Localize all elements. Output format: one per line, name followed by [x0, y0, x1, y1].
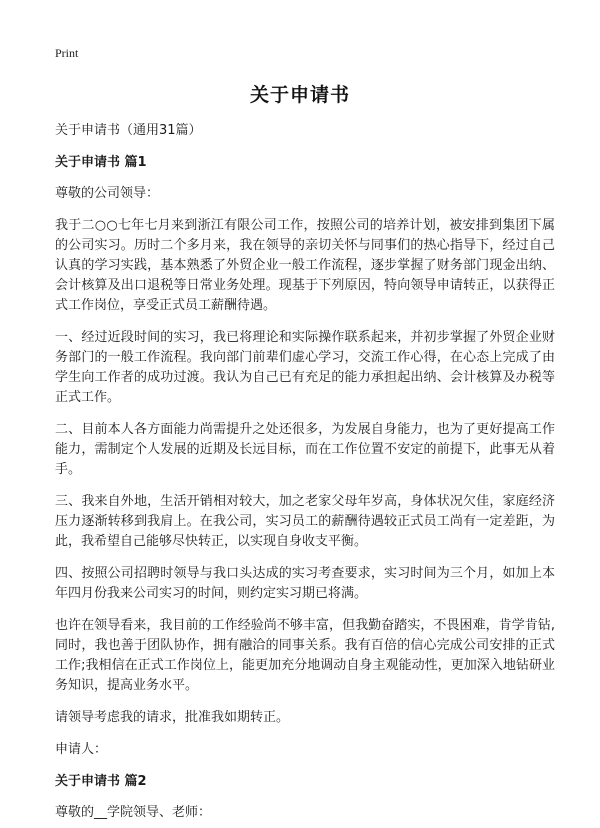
document-subtitle: 关于申请书（通用31篇） — [55, 123, 202, 138]
greeting-1: 尊敬的公司领导： — [55, 186, 160, 201]
section-heading-1: 关于申请书 篇1 — [55, 155, 147, 170]
closing-request: 请领导考虑我的请求，批准我如期转正。 — [55, 710, 290, 725]
greeting-2: 尊敬的__学院领导、老师： — [55, 805, 212, 820]
document-title: 关于申请书 — [249, 84, 350, 106]
paragraph-5: 四、按照公司招聘时领导与我口头达成的实习考查要求，实习时间为三个月，如加上本年四月份我来公司实习的时间，则约定实习期已将满。 — [55, 566, 555, 601]
paragraph-3: 二、目前本人各方面能力尚需提升之处还很多，为发展自身能力，也为了更好提高工作能力，需制定个人发展的近期及长远目标，而在工作位置不安定的前提下，此事无从着手。 — [55, 422, 555, 477]
document-body — [55, 121, 555, 828]
paragraph-4: 三、我来自外地，生活开销相对较大，加之老家父母年岁高，身体状况欠佳，家庭经济压力逐渐转移到我肩上。在我公司，实习员工的薪酬待遇较正式员工尚有一定差距，为此，我希望自己能够尽快转正，以实现自身收支平衡。 — [55, 494, 555, 549]
section-heading-2: 关于申请书 篇2 — [55, 774, 147, 789]
print-label: Print — [55, 46, 79, 60]
applicant-line: 申请人： — [55, 742, 108, 757]
paragraph-2: 一、经过近段时间的实习，我已将理论和实际操作联系起来，并初步掌握了外贸企业财务部门的一般工作流程。我向部门前辈们虚心学习，交流工作心得，在心态上完成了由学生向工作者的成功过渡。我认为自己已有充足的能力承担起出纳、会计核算及办税等正式工作。 — [55, 330, 555, 405]
paragraph-1: 我于二○○七年七月来到浙江有限公司工作，按照公司的培养计划，被安排到集团下属的公司实习。历时二个多月来，我在领导的亲切关怀与同事们的热心指导下，经过自己认真的学习实践，基本熟悉了外贸企业一般工作流程，逐步掌握了财务部门现金出纳、会计核算及出口退税等日常业务处理。现基于下列原因，特向领导申请转正，以获得正式工作岗位，享受正式员工薪酬待遇。 — [55, 218, 555, 313]
paragraph-6: 也许在领导看来，我目前的工作经验尚不够丰富，但我勤奋踏实，不畏困难，肯学肯钻,同时，我也善于团队协作，拥有融洽的同事关系。我有百倍的信心完成公司安排的正式工作;我相信在正式工作岗位上，能更加充分地调动自身主观能动性，更加深入地钻研业务知识，提高业务水平。 — [55, 618, 555, 693]
